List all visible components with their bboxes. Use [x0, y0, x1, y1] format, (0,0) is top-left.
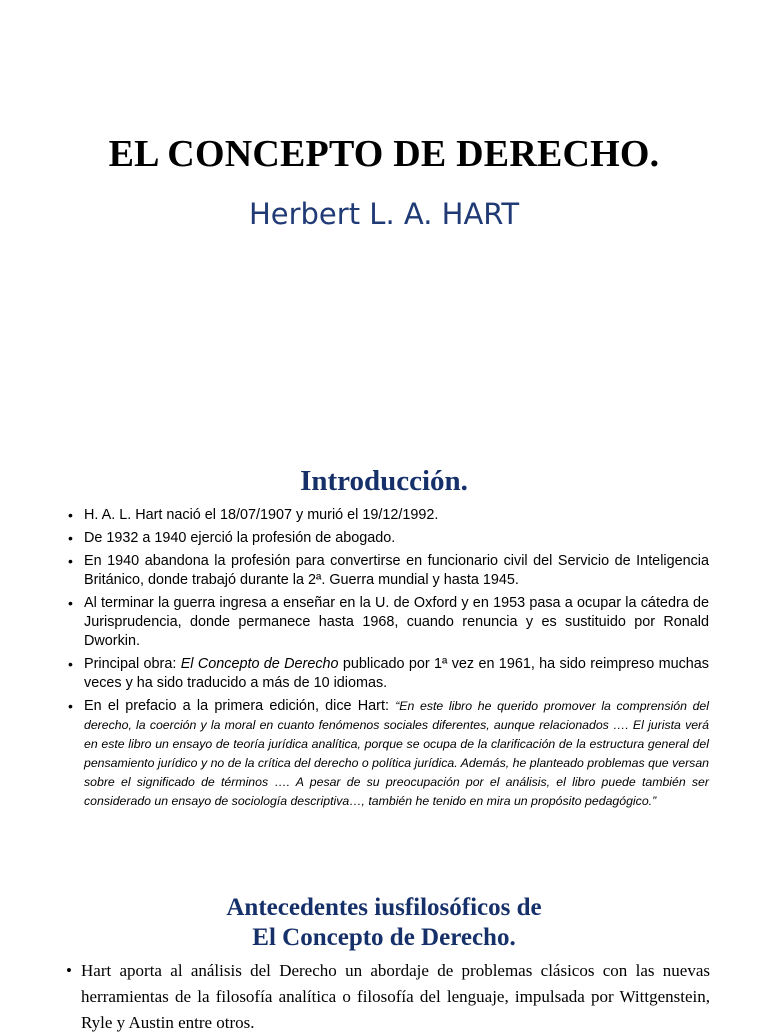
intro-bullet-list [68, 506, 709, 815]
bullet-text: De 1932 a 1940 ejerció la profesión de abogado. [84, 530, 396, 546]
antecedentes-bullet-list [66, 958, 710, 1036]
bullet-icon: • [68, 530, 73, 546]
bullet-icon: • [68, 595, 73, 611]
list-item [68, 506, 709, 525]
list-item [68, 594, 709, 651]
bullet-icon: • [68, 698, 73, 714]
author-name: Herbert L. A. HART [248, 197, 520, 231]
bullet-icon: • [68, 507, 73, 523]
book-title-emphasis: El Concepto de Derecho [180, 656, 339, 672]
list-item [68, 529, 709, 548]
intro-heading: Introducción. [300, 465, 468, 497]
bullet-text: Al terminar la guerra ingresa a enseñar en la U. de Oxford y en 1953 pasa a ocupar la cátedra de Jurisprudencia, donde permanece hasta 1968, cuando renuncia y es sustituido por Ronald Dworkin. [84, 595, 709, 649]
bullet-icon: • [66, 961, 72, 980]
bullet-text-suffix: publicado por 1ª vez en 1961, ha sido reimpreso muchas veces y ha sido traducido a más de 10 idiomas. [84, 656, 709, 691]
list-item [66, 958, 710, 1036]
bullet-icon: • [68, 553, 73, 569]
list-item [68, 552, 709, 590]
preface-quote: “En este libro he querido promover la comprensión del derecho, la coerción y la moral en cuanto fenómenos sociales diferentes, aunque relacionados …. El jurista verá en este libro un ensayo de teoría jurídica analítica, porque se ocupa de la clarificación de la estructura general del pensamiento jurídico y no de la crítica del derecho o política jurídica. Además, he planteado problemas que versan sobre el significado de términos …. A pesar de su preocupación por el análisis, el libro puede también ser considerado un ensayo de sociología descriptiva…, también he tenido en mira un propósito pedagógico.” [84, 699, 709, 808]
bullet-text: H. A. L. Hart nació el 18/07/1907 y murió el 19/12/1992. [84, 507, 439, 523]
bullet-text-prefix: En el prefacio a la primera edición, dice Hart: [84, 698, 396, 714]
bullet-text: Hart aporta al análisis del Derecho un abordaje de problemas clásicos con las nuevas herramientas de la filosofía analítica o filosofía del lenguaje, impulsada por Wittgenstein, Ryle y Austin entre otros. [81, 961, 710, 1032]
bullet-text: En 1940 abandona la profesión para convertirse en funcionario civil del Servicio de Inteligencia Británico, donde trabajó durante la 2ª. Guerra mundial y hasta 1945. [84, 553, 709, 588]
bullet-text-prefix: Principal obra: [84, 656, 181, 672]
antecedentes-heading [0, 893, 768, 953]
list-item [68, 655, 709, 693]
antecedentes-heading-line1: Antecedentes iusfilosóficos de [226, 894, 542, 921]
antecedentes-heading-line2: El Concepto de Derecho. [252, 924, 516, 951]
list-item [68, 697, 709, 811]
document-title: EL CONCEPTO DE DERECHO. [108, 133, 660, 175]
bullet-icon: • [68, 656, 73, 672]
